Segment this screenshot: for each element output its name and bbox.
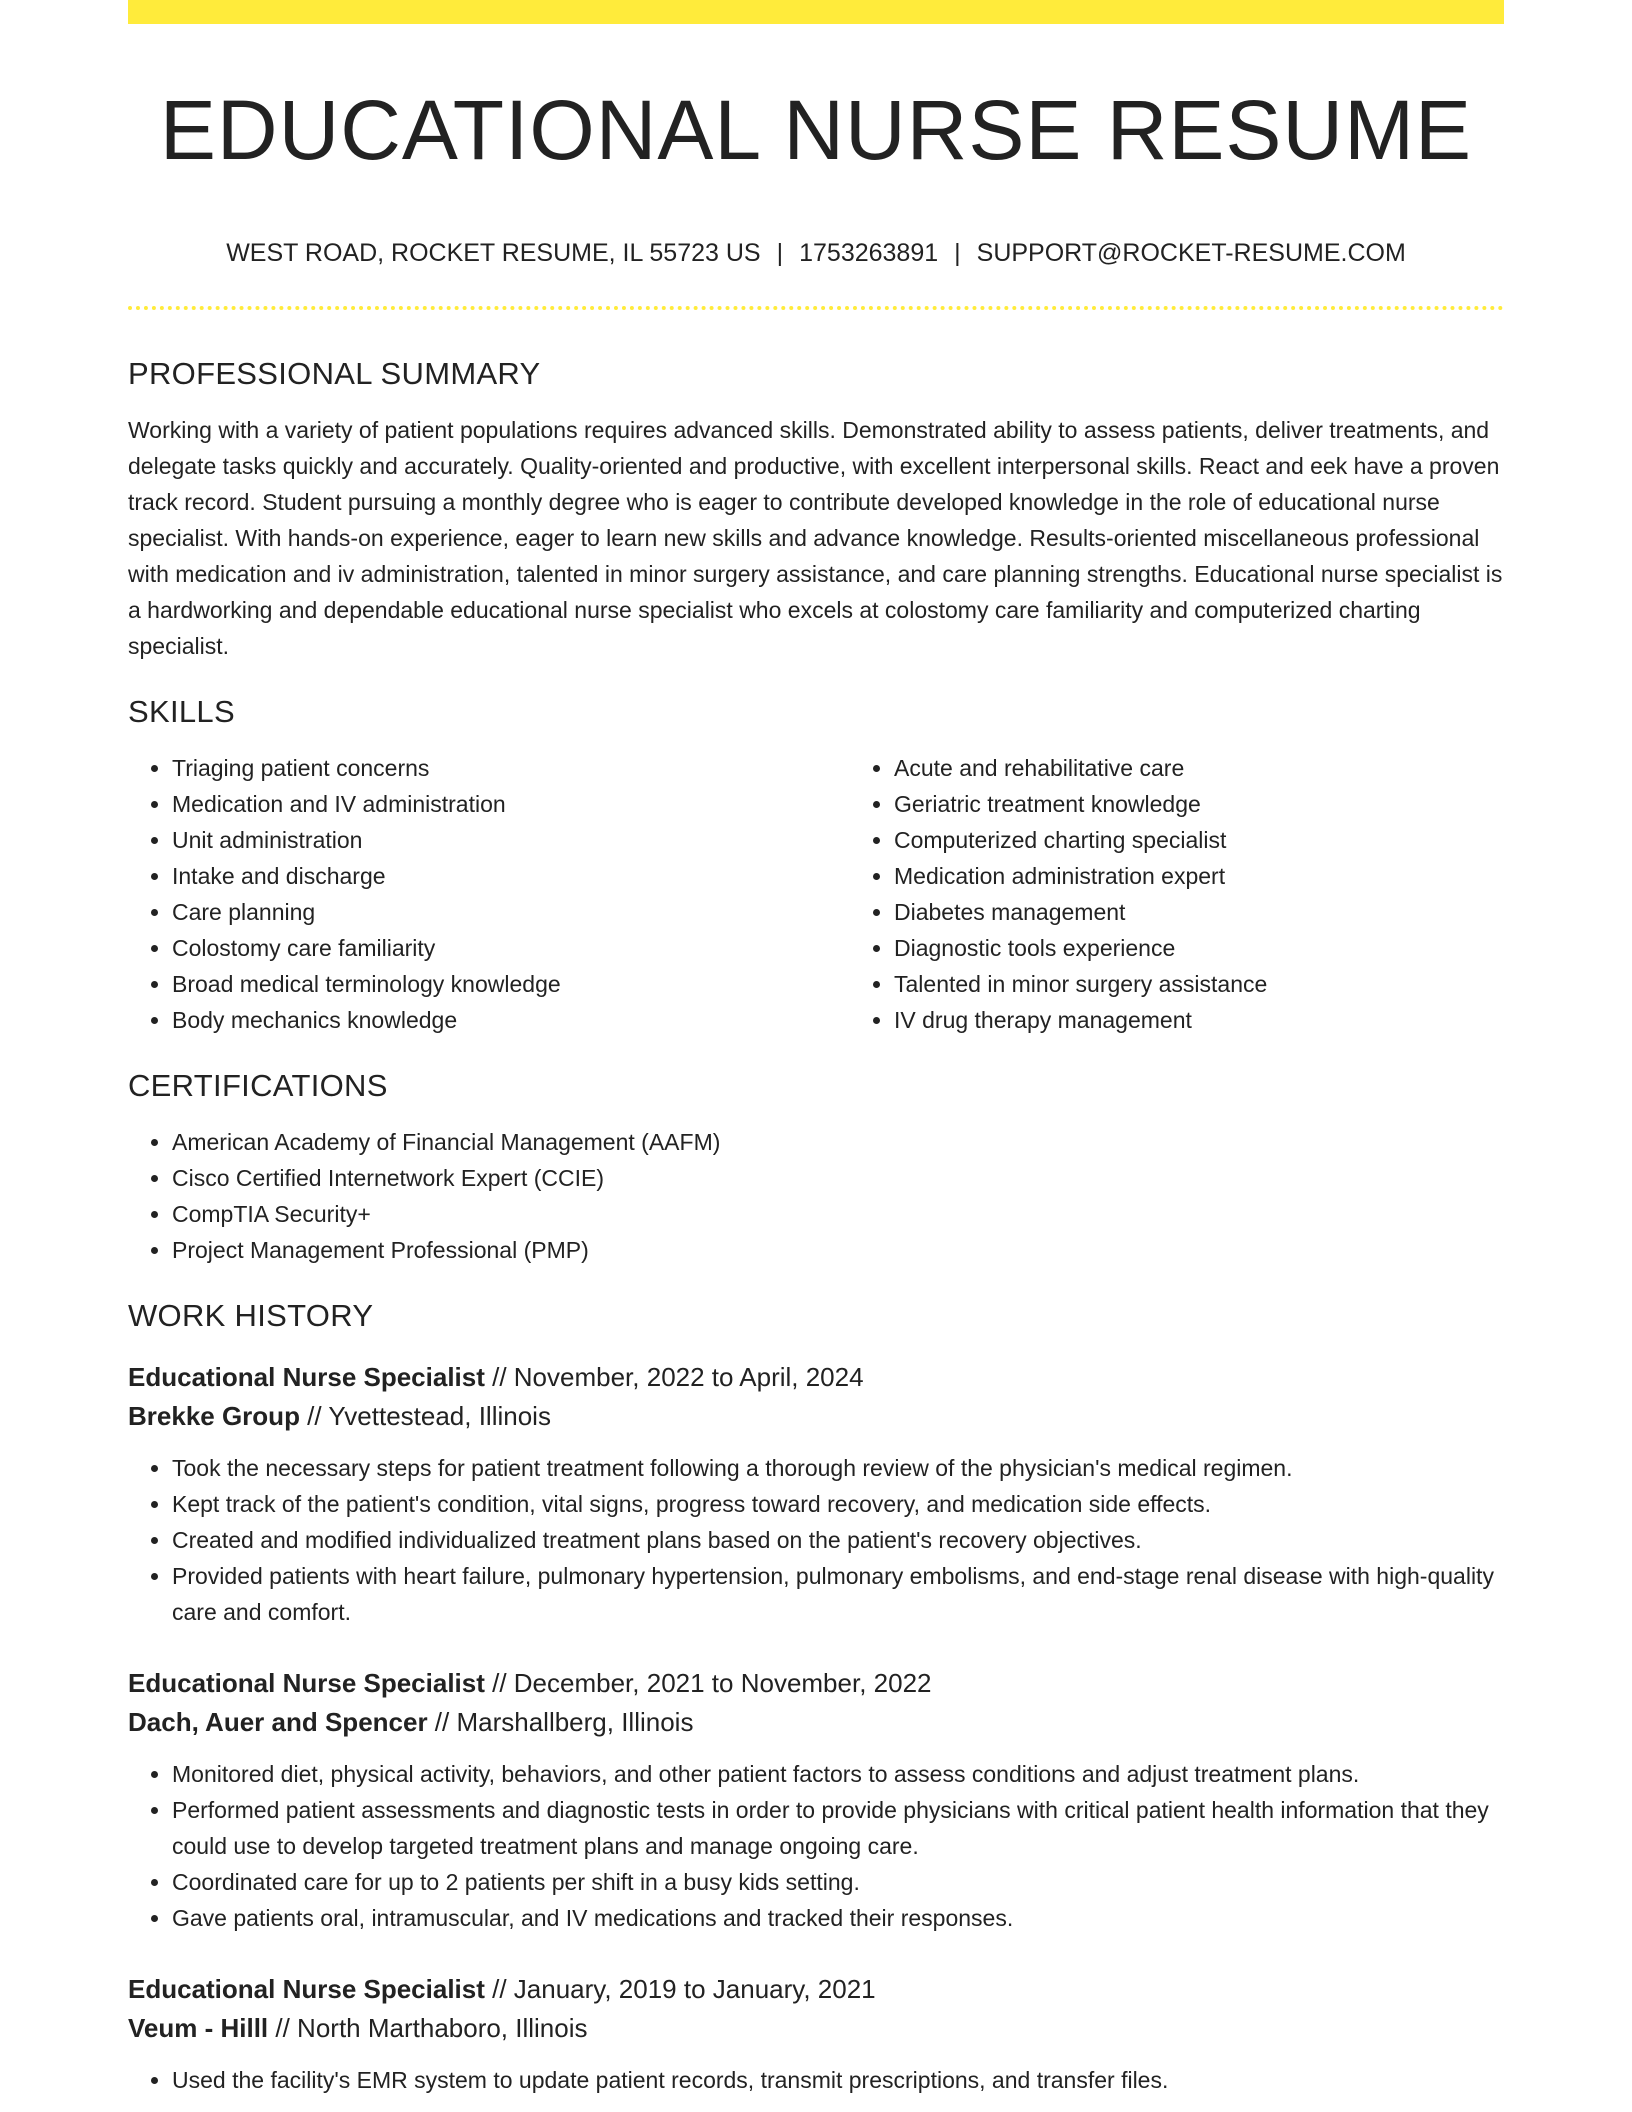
skill-item: • Geriatric treatment knowledge: [894, 786, 1504, 822]
skill-item: • Diagnostic tools experience: [894, 930, 1504, 966]
skills-heading: SKILLS: [128, 694, 235, 729]
certification-item: • American Academy of Financial Management (AAFM): [172, 1124, 1504, 1160]
summary-section: [128, 354, 1504, 664]
job-location: // Yvettestead, Illinois: [299, 1401, 551, 1431]
job-title-line: [128, 1664, 1504, 1703]
job-bullets: [128, 1450, 1504, 1630]
skills-columns: [128, 750, 1504, 1038]
job-company: Veum - Hilll: [128, 2013, 269, 2043]
job-entry: [128, 1358, 1504, 1630]
skill-item: • Acute and rehabilitative care: [894, 750, 1504, 786]
job-title: Educational Nurse Specialist: [128, 1974, 485, 2004]
skills-section: [128, 692, 1504, 1038]
job-dates: // December, 2021 to November, 2022: [484, 1668, 932, 1698]
contact-email: SUPPORT@ROCKET-RESUME.COM: [976, 239, 1406, 267]
skill-item: • Talented in minor surgery assistance: [894, 966, 1504, 1002]
job-company-line: [128, 2009, 1504, 2048]
job-title: Educational Nurse Specialist: [128, 1362, 485, 1392]
summary-text: Working with a variety of patient populations requires advanced skills. Demonstrated ability to assess patients, deliver treatments, and delegate tasks quickly and accurately. Quality-oriented and productive, with excellent interpersonal skills. React and eek have a proven track record. Student pursuing a monthly degree who is eager to contribute developed knowledge in the role of educational nurse specialist. With hands-on experience, eager to learn new skills and advance knowledge. Results-oriented miscellaneous professional with medication and iv administration, talented in minor surgery assistance, and care planning strengths. Educational nurse specialist is a hardworking and dependable educational nurse specialist who excels at colostomy care familiarity and computerized charting specialist.: [128, 417, 1503, 659]
skills-list-left: [128, 750, 850, 1038]
job-bullets: [128, 1756, 1504, 1936]
job-location: // Marshallberg, Illinois: [427, 1707, 694, 1737]
job-bullet: • Coordinated care for up to 2 patients per shift in a busy kids setting.: [172, 1864, 1504, 1900]
job-company-line: [128, 1397, 1504, 1436]
skills-list-right: [850, 750, 1504, 1038]
job-company: Dach, Auer and Spencer: [128, 1707, 428, 1737]
work-history-heading: WORK HISTORY: [128, 1298, 374, 1333]
skill-item: • Body mechanics knowledge: [172, 1002, 850, 1038]
job-dates: // November, 2022 to April, 2024: [484, 1362, 864, 1392]
skill-item: • Triaging patient concerns: [172, 750, 850, 786]
job-bullets: [128, 2062, 1504, 2098]
skill-item: • Broad medical terminology knowledge: [172, 966, 850, 1002]
job-title: Educational Nurse Specialist: [128, 1668, 485, 1698]
job-title-line: [128, 1970, 1504, 2009]
contact-separator: |: [954, 239, 961, 267]
certification-item: • Project Management Professional (PMP): [172, 1232, 1504, 1268]
contact-line: [128, 236, 1504, 270]
certifications-list: [128, 1124, 1504, 1268]
certification-item: • CompTIA Security+: [172, 1196, 1504, 1232]
job-bullet: • Created and modified individualized treatment plans based on the patient's recovery objectives.: [172, 1522, 1504, 1558]
job-location: // North Marthaboro, Illinois: [268, 2013, 588, 2043]
skill-item: • Unit administration: [172, 822, 850, 858]
skill-item: • Colostomy care familiarity: [172, 930, 850, 966]
accent-bar: [128, 0, 1504, 24]
work-history-section: [128, 1296, 1504, 2098]
job-bullet: • Provided patients with heart failure, pulmonary hypertension, pulmonary embolisms, and end-stage renal disease with high-quality care and comfort.: [172, 1558, 1504, 1630]
contact-address: WEST ROAD, ROCKET RESUME, IL 55723 US: [226, 239, 761, 267]
resume-content: [128, 354, 1504, 2098]
dotted-divider: [128, 306, 1504, 310]
contact-phone: 1753263891: [799, 239, 939, 267]
certifications-heading: CERTIFICATIONS: [128, 1068, 388, 1103]
skill-item: • Medication and IV administration: [172, 786, 850, 822]
job-company: Brekke Group: [128, 1401, 300, 1431]
job-title-line: [128, 1358, 1504, 1397]
resume-title: EDUCATIONAL NURSE RESUME: [159, 83, 1473, 177]
job-bullet: • Kept track of the patient's condition, vital signs, progress toward recovery, and medication side effects.: [172, 1486, 1504, 1522]
job-bullet: • Monitored diet, physical activity, behaviors, and other patient factors to assess conditions and adjust treatment plans.: [172, 1756, 1504, 1792]
skill-item: • Care planning: [172, 894, 850, 930]
skill-item: • Intake and discharge: [172, 858, 850, 894]
job-bullet: • Performed patient assessments and diagnostic tests in order to provide physicians with critical patient health information that they could use to develop targeted treatment plans and manage ongoing care.: [172, 1792, 1504, 1864]
job-entry: [128, 1970, 1504, 2098]
skill-item: • Medication administration expert: [894, 858, 1504, 894]
certification-item: • Cisco Certified Internetwork Expert (CCIE): [172, 1160, 1504, 1196]
summary-heading: PROFESSIONAL SUMMARY: [128, 356, 541, 391]
job-bullet: • Gave patients oral, intramuscular, and IV medications and tracked their responses.: [172, 1900, 1504, 1936]
job-bullet: • Took the necessary steps for patient treatment following a thorough review of the physician's medical regimen.: [172, 1450, 1504, 1486]
skill-item: • Diabetes management: [894, 894, 1504, 930]
skill-item: • IV drug therapy management: [894, 1002, 1504, 1038]
certifications-section: [128, 1066, 1504, 1268]
job-dates: // January, 2019 to January, 2021: [484, 1974, 876, 2004]
job-entry: [128, 1664, 1504, 1936]
contact-separator: |: [776, 239, 784, 267]
skill-item: • Computerized charting specialist: [894, 822, 1504, 858]
job-bullet: • Used the facility's EMR system to update patient records, transmit prescriptions, and transfer files.: [172, 2062, 1504, 2098]
job-company-line: [128, 1703, 1504, 1742]
